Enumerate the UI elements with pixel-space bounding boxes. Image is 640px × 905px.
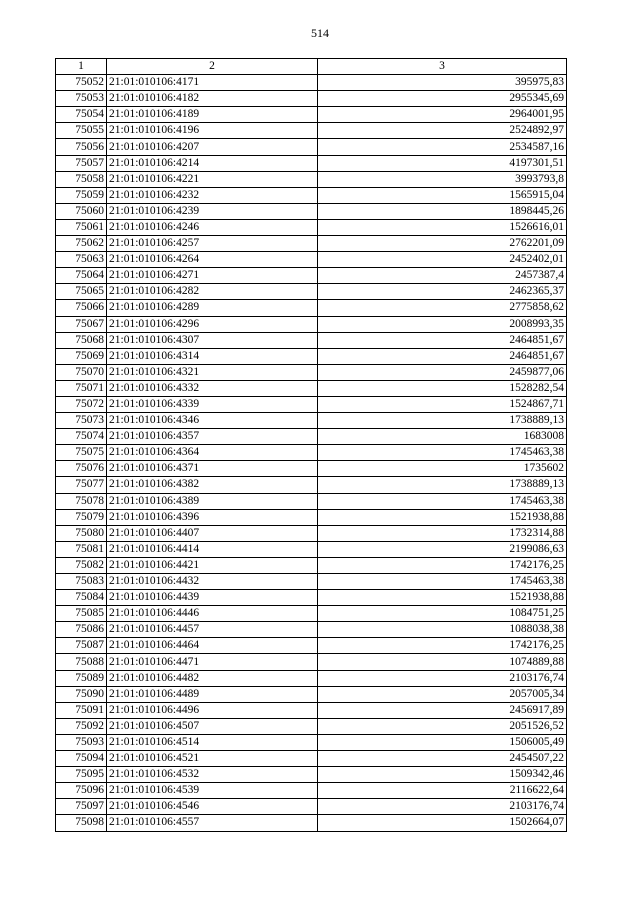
cadastral-number-cell: 21:01:010106:4189 xyxy=(107,107,318,123)
row-number-cell: 75062 xyxy=(56,236,107,252)
row-number-cell: 75086 xyxy=(56,622,107,638)
column-header-1: 1 xyxy=(56,59,107,75)
value-cell: 1509342,46 xyxy=(318,767,567,783)
cadastral-number-cell: 21:01:010106:4271 xyxy=(107,268,318,284)
table-row xyxy=(56,718,567,734)
cadastral-number-cell: 21:01:010106:4482 xyxy=(107,670,318,686)
cadastral-number-cell: 21:01:010106:4332 xyxy=(107,380,318,396)
table-row xyxy=(56,284,567,300)
row-number-cell: 75098 xyxy=(56,815,107,831)
table-row xyxy=(56,557,567,573)
row-number-cell: 75080 xyxy=(56,525,107,541)
column-header-2: 2 xyxy=(107,59,318,75)
value-cell: 2775858,62 xyxy=(318,300,567,316)
cadastral-number-cell: 21:01:010106:4446 xyxy=(107,606,318,622)
row-number-cell: 75089 xyxy=(56,670,107,686)
row-number-cell: 75074 xyxy=(56,429,107,445)
cadastral-number-cell: 21:01:010106:4196 xyxy=(107,123,318,139)
table-row xyxy=(56,107,567,123)
table-row xyxy=(56,380,567,396)
table-row xyxy=(56,541,567,557)
row-number-cell: 75075 xyxy=(56,445,107,461)
table-row xyxy=(56,75,567,91)
cadastral-number-cell: 21:01:010106:4321 xyxy=(107,364,318,380)
row-number-cell: 75057 xyxy=(56,155,107,171)
table-row xyxy=(56,219,567,235)
row-number-cell: 75076 xyxy=(56,461,107,477)
row-number-cell: 75060 xyxy=(56,203,107,219)
row-number-cell: 75065 xyxy=(56,284,107,300)
value-cell: 2462365,37 xyxy=(318,284,567,300)
value-cell: 1738889,13 xyxy=(318,477,567,493)
cadastral-number-cell: 21:01:010106:4496 xyxy=(107,702,318,718)
value-cell: 2464851,67 xyxy=(318,348,567,364)
value-cell: 1521938,88 xyxy=(318,590,567,606)
cadastral-number-cell: 21:01:010106:4207 xyxy=(107,139,318,155)
row-number-cell: 75056 xyxy=(56,139,107,155)
value-cell: 1745463,38 xyxy=(318,493,567,509)
table-row xyxy=(56,477,567,493)
value-cell: 2955345,69 xyxy=(318,91,567,107)
value-cell: 1088038,38 xyxy=(318,622,567,638)
value-cell: 2008993,35 xyxy=(318,316,567,332)
row-number-cell: 75082 xyxy=(56,557,107,573)
value-cell: 2116622,64 xyxy=(318,783,567,799)
table-header-row xyxy=(56,59,567,75)
cadastral-number-cell: 21:01:010106:4532 xyxy=(107,767,318,783)
row-number-cell: 75084 xyxy=(56,590,107,606)
value-cell: 1506005,49 xyxy=(318,734,567,750)
value-cell: 395975,83 xyxy=(318,75,567,91)
value-cell: 2457387,4 xyxy=(318,268,567,284)
value-cell: 2057005,34 xyxy=(318,686,567,702)
table-row xyxy=(56,493,567,509)
data-table xyxy=(55,58,567,832)
page-number: 514 xyxy=(311,26,329,40)
table-row xyxy=(56,236,567,252)
value-cell: 2964001,95 xyxy=(318,107,567,123)
value-cell: 2534587,16 xyxy=(318,139,567,155)
cadastral-number-cell: 21:01:010106:4471 xyxy=(107,654,318,670)
column-header-3: 3 xyxy=(318,59,567,75)
cadastral-number-cell: 21:01:010106:4489 xyxy=(107,686,318,702)
value-cell: 3993793,8 xyxy=(318,171,567,187)
cadastral-number-cell: 21:01:010106:4314 xyxy=(107,348,318,364)
row-number-cell: 75097 xyxy=(56,799,107,815)
value-cell: 2454507,22 xyxy=(318,751,567,767)
cadastral-number-cell: 21:01:010106:4421 xyxy=(107,557,318,573)
table-row xyxy=(56,155,567,171)
table-row xyxy=(56,91,567,107)
cadastral-number-cell: 21:01:010106:4389 xyxy=(107,493,318,509)
cadastral-number-cell: 21:01:010106:4282 xyxy=(107,284,318,300)
row-number-cell: 75069 xyxy=(56,348,107,364)
row-number-cell: 75073 xyxy=(56,413,107,429)
table-row xyxy=(56,364,567,380)
value-cell: 1521938,88 xyxy=(318,509,567,525)
table-row xyxy=(56,332,567,348)
row-number-cell: 75054 xyxy=(56,107,107,123)
cadastral-number-cell: 21:01:010106:4464 xyxy=(107,638,318,654)
table-row xyxy=(56,654,567,670)
table-body xyxy=(56,75,567,831)
value-cell: 2452402,01 xyxy=(318,252,567,268)
cadastral-number-cell: 21:01:010106:4439 xyxy=(107,590,318,606)
table-row xyxy=(56,203,567,219)
value-cell: 1745463,38 xyxy=(318,445,567,461)
table-row xyxy=(56,445,567,461)
cadastral-number-cell: 21:01:010106:4357 xyxy=(107,429,318,445)
cadastral-number-cell: 21:01:010106:4296 xyxy=(107,316,318,332)
value-cell: 4197301,51 xyxy=(318,155,567,171)
table-row xyxy=(56,525,567,541)
table-row xyxy=(56,348,567,364)
row-number-cell: 75081 xyxy=(56,541,107,557)
value-cell: 2103176,74 xyxy=(318,670,567,686)
row-number-cell: 75093 xyxy=(56,734,107,750)
row-number-cell: 75071 xyxy=(56,380,107,396)
table-row xyxy=(56,815,567,831)
row-number-cell: 75059 xyxy=(56,187,107,203)
value-cell: 1735602 xyxy=(318,461,567,477)
value-cell: 1738889,13 xyxy=(318,413,567,429)
table-row xyxy=(56,413,567,429)
value-cell: 1084751,25 xyxy=(318,606,567,622)
value-cell: 1745463,38 xyxy=(318,574,567,590)
table-row xyxy=(56,429,567,445)
table-row xyxy=(56,396,567,412)
value-cell: 1742176,25 xyxy=(318,557,567,573)
cadastral-number-cell: 21:01:010106:4289 xyxy=(107,300,318,316)
cadastral-number-cell: 21:01:010106:4232 xyxy=(107,187,318,203)
row-number-cell: 75058 xyxy=(56,171,107,187)
cadastral-number-cell: 21:01:010106:4414 xyxy=(107,541,318,557)
row-number-cell: 75090 xyxy=(56,686,107,702)
row-number-cell: 75055 xyxy=(56,123,107,139)
cadastral-number-cell: 21:01:010106:4246 xyxy=(107,219,318,235)
cadastral-number-cell: 21:01:010106:4514 xyxy=(107,734,318,750)
table-row xyxy=(56,590,567,606)
row-number-cell: 75096 xyxy=(56,783,107,799)
value-cell: 1502664,07 xyxy=(318,815,567,831)
table-row xyxy=(56,123,567,139)
row-number-cell: 75067 xyxy=(56,316,107,332)
cadastral-number-cell: 21:01:010106:4257 xyxy=(107,236,318,252)
table-row xyxy=(56,622,567,638)
row-number-cell: 75052 xyxy=(56,75,107,91)
cadastral-number-cell: 21:01:010106:4557 xyxy=(107,815,318,831)
row-number-cell: 75088 xyxy=(56,654,107,670)
cadastral-number-cell: 21:01:010106:4432 xyxy=(107,574,318,590)
cadastral-number-cell: 21:01:010106:4239 xyxy=(107,203,318,219)
table-row xyxy=(56,734,567,750)
row-number-cell: 75078 xyxy=(56,493,107,509)
row-number-cell: 75083 xyxy=(56,574,107,590)
value-cell: 1742176,25 xyxy=(318,638,567,654)
cadastral-number-cell: 21:01:010106:4371 xyxy=(107,461,318,477)
row-number-cell: 75072 xyxy=(56,396,107,412)
row-number-cell: 75091 xyxy=(56,702,107,718)
value-cell: 1565915,04 xyxy=(318,187,567,203)
cadastral-number-cell: 21:01:010106:4457 xyxy=(107,622,318,638)
row-number-cell: 75087 xyxy=(56,638,107,654)
table-row xyxy=(56,606,567,622)
table-row xyxy=(56,461,567,477)
table-row xyxy=(56,686,567,702)
value-cell: 1524867,71 xyxy=(318,396,567,412)
row-number-cell: 75064 xyxy=(56,268,107,284)
cadastral-number-cell: 21:01:010106:4221 xyxy=(107,171,318,187)
cadastral-number-cell: 21:01:010106:4546 xyxy=(107,799,318,815)
value-cell: 2103176,74 xyxy=(318,799,567,815)
cadastral-number-cell: 21:01:010106:4182 xyxy=(107,91,318,107)
table-row xyxy=(56,638,567,654)
row-number-cell: 75066 xyxy=(56,300,107,316)
value-cell: 1074889,88 xyxy=(318,654,567,670)
row-number-cell: 75092 xyxy=(56,718,107,734)
value-cell: 2459877,06 xyxy=(318,364,567,380)
cadastral-number-cell: 21:01:010106:4264 xyxy=(107,252,318,268)
table-row xyxy=(56,702,567,718)
table-row xyxy=(56,300,567,316)
value-cell: 1732314,88 xyxy=(318,525,567,541)
row-number-cell: 75077 xyxy=(56,477,107,493)
row-number-cell: 75068 xyxy=(56,332,107,348)
cadastral-number-cell: 21:01:010106:4539 xyxy=(107,783,318,799)
table-row xyxy=(56,171,567,187)
cadastral-number-cell: 21:01:010106:4407 xyxy=(107,525,318,541)
value-cell: 1683008 xyxy=(318,429,567,445)
value-cell: 2456917,89 xyxy=(318,702,567,718)
row-number-cell: 75085 xyxy=(56,606,107,622)
table-row xyxy=(56,574,567,590)
table-row xyxy=(56,751,567,767)
cadastral-number-cell: 21:01:010106:4214 xyxy=(107,155,318,171)
cadastral-number-cell: 21:01:010106:4364 xyxy=(107,445,318,461)
table-row xyxy=(56,316,567,332)
value-cell: 2464851,67 xyxy=(318,332,567,348)
table-row xyxy=(56,268,567,284)
cadastral-number-cell: 21:01:010106:4521 xyxy=(107,751,318,767)
table-row xyxy=(56,187,567,203)
value-cell: 2199086,63 xyxy=(318,541,567,557)
row-number-cell: 75095 xyxy=(56,767,107,783)
row-number-cell: 75070 xyxy=(56,364,107,380)
cadastral-number-cell: 21:01:010106:4339 xyxy=(107,396,318,412)
table-row xyxy=(56,799,567,815)
table-row xyxy=(56,783,567,799)
cadastral-number-cell: 21:01:010106:4171 xyxy=(107,75,318,91)
table-row xyxy=(56,252,567,268)
cadastral-number-cell: 21:01:010106:4307 xyxy=(107,332,318,348)
cadastral-number-cell: 21:01:010106:4396 xyxy=(107,509,318,525)
row-number-cell: 75053 xyxy=(56,91,107,107)
value-cell: 1528282,54 xyxy=(318,380,567,396)
table-row xyxy=(56,670,567,686)
cadastral-number-cell: 21:01:010106:4507 xyxy=(107,718,318,734)
value-cell: 1898445,26 xyxy=(318,203,567,219)
cadastral-number-cell: 21:01:010106:4382 xyxy=(107,477,318,493)
table-row xyxy=(56,139,567,155)
row-number-cell: 75094 xyxy=(56,751,107,767)
row-number-cell: 75079 xyxy=(56,509,107,525)
value-cell: 2524892,97 xyxy=(318,123,567,139)
table-row xyxy=(56,767,567,783)
cadastral-number-cell: 21:01:010106:4346 xyxy=(107,413,318,429)
row-number-cell: 75063 xyxy=(56,252,107,268)
value-cell: 1526616,01 xyxy=(318,219,567,235)
table-row xyxy=(56,509,567,525)
value-cell: 2051526,52 xyxy=(318,718,567,734)
row-number-cell: 75061 xyxy=(56,219,107,235)
value-cell: 2762201,09 xyxy=(318,236,567,252)
